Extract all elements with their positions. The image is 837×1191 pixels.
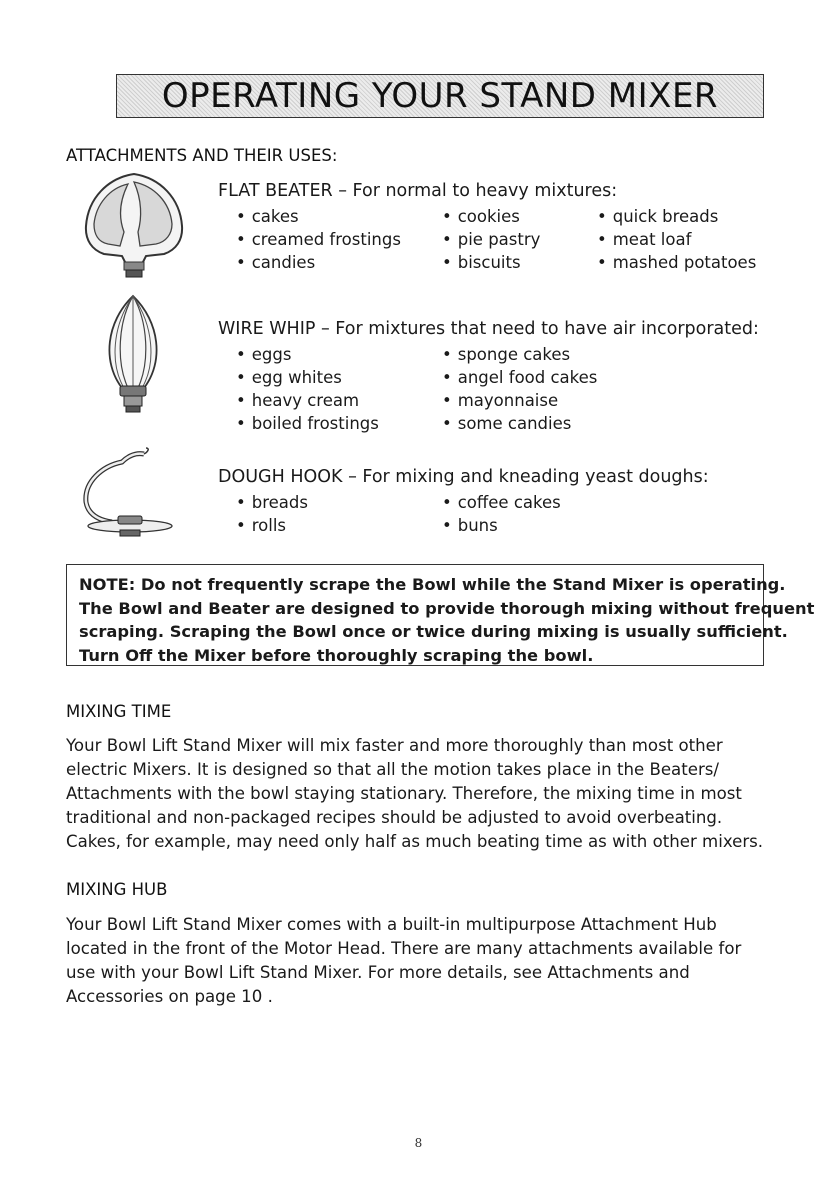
flat-beater-use: • mashed potatoes [597, 253, 756, 272]
wire-whip-icon [98, 292, 168, 416]
wire-whip-use: • eggs [236, 345, 291, 364]
wire-whip-use: • heavy cream [236, 391, 359, 410]
wire-whip-use: • sponge cakes [442, 345, 570, 364]
page-title-banner [116, 74, 764, 118]
mixing-time-paragraph [66, 734, 766, 854]
flat-beater-use: • meat loaf [597, 230, 691, 249]
wire-whip-use: • angel food cakes [442, 368, 597, 387]
dough-hook-use: • buns [442, 516, 498, 535]
mixing-time-heading: MIXING TIME [66, 702, 172, 721]
attachments-heading: ATTACHMENTS AND THEIR USES: [66, 146, 338, 165]
flat-beater-icon [80, 168, 188, 280]
flat-beater-use: • cookies [442, 207, 520, 226]
dough-hook-use: • rolls [236, 516, 286, 535]
paragraph-line: Accessories on page 10 . [66, 987, 273, 1006]
note-line: The Bowl and Beater are designed to provide thorough mixing without frequent [79, 598, 815, 618]
paragraph-line: use with your Bowl Lift Stand Mixer. For more details, see Attachments and [66, 963, 690, 982]
paragraph-line: traditional and non-packaged recipes should be adjusted to avoid overbeating. [66, 808, 723, 827]
dough-hook-icon [74, 446, 184, 542]
paragraph-line: located in the front of the Motor Head. There are many attachments available for [66, 939, 742, 958]
dough-hook-use: • coffee cakes [442, 493, 561, 512]
paragraph-line: Cakes, for example, may need only half as much beating time as with other mixers. [66, 832, 764, 851]
dough-hook-title: DOUGH HOOK – For mixing and kneading yeast doughs: [218, 467, 709, 487]
dough-hook-use: • breads [236, 493, 308, 512]
paragraph-line: Attachments with the bowl staying stationary. Therefore, the mixing time in most [66, 784, 742, 803]
note-line: Turn Off the Mixer before thoroughly scraping the bowl. [79, 645, 594, 665]
paragraph-line: Your Bowl Lift Stand Mixer comes with a built-in multipurpose Attachment Hub [66, 915, 717, 934]
note-box [66, 564, 815, 666]
wire-whip-use: • mayonnaise [442, 391, 558, 410]
flat-beater-use: • candies [236, 253, 315, 272]
page-number: 8 [414, 1136, 423, 1150]
flat-beater-use: • pie pastry [442, 230, 540, 249]
flat-beater-use: • cakes [236, 207, 299, 226]
wire-whip-use: • egg whites [236, 368, 342, 387]
flat-beater-use: • biscuits [442, 253, 521, 272]
mixing-hub-heading: MIXING HUB [66, 880, 168, 899]
flat-beater-use: • quick breads [597, 207, 718, 226]
paragraph-line: electric Mixers. It is designed so that all the motion takes place in the Beaters/ [66, 760, 719, 779]
note-line: NOTE: Do not frequently scrape the Bowl while the Stand Mixer is operating. [79, 575, 786, 594]
flat-beater-use: • creamed frostings [236, 230, 401, 249]
flat-beater-title: FLAT BEATER – For normal to heavy mixtures: [218, 181, 618, 201]
wire-whip-use: • boiled frostings [236, 414, 379, 433]
page-title: OPERATING YOUR STAND MIXER [161, 76, 719, 116]
wire-whip-title: WIRE WHIP – For mixtures that need to have air incorporated: [218, 319, 759, 339]
mixing-hub-paragraph [66, 913, 766, 1009]
note-line: scraping. Scraping the Bowl once or twice during mixing is usually sufficient. [79, 622, 788, 641]
paragraph-line: Your Bowl Lift Stand Mixer will mix faster and more thoroughly than most other [66, 736, 723, 755]
wire-whip-use: • some candies [442, 414, 571, 433]
